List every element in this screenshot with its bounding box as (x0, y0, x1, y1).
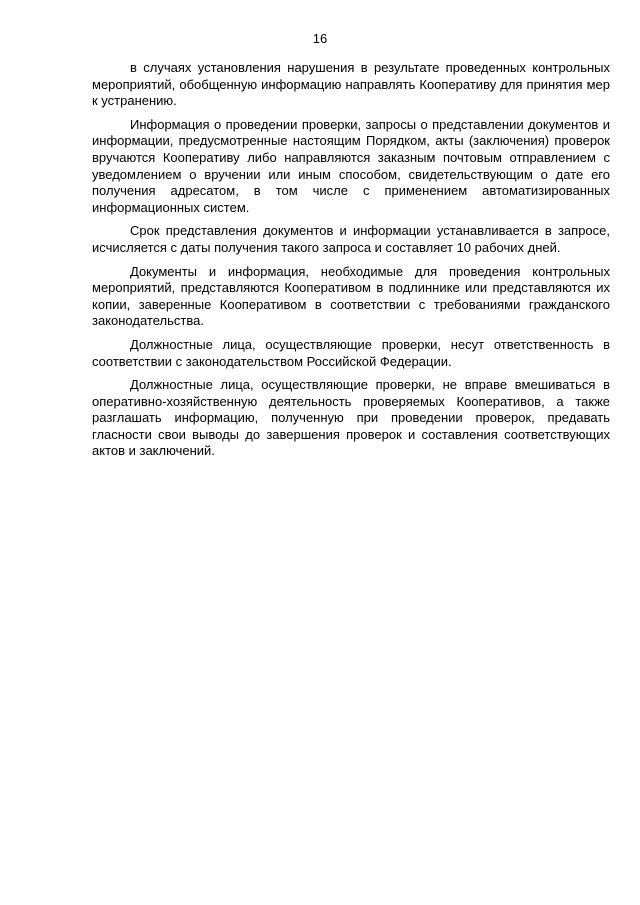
paragraph-1: в случаях установления нарушения в результате проведенных контрольных мероприятий, обобщенную информацию направлять Кооперативу для принятия мер к устранению. (92, 60, 610, 109)
paragraph-6: Должностные лица, осуществляющие проверки, не вправе вмешиваться в оперативно-хозяйственную деятельность проверяемых Кооперативов, а также разглашать информацию, полученную при проведении проверок, предавать гласности свои выводы до завершения проверок и составления соответствующих актов и заключений. (92, 377, 610, 459)
paragraph-2: Информация о проведении проверки, запросы о представлении документов и информации, предусмотренные настоящим Порядком, акты (заключения) проверок вручаются Кооперативу либо направляются заказным почтовым отправлением с уведомлением о вручении или иным способом, свидетельствующим о дате его получения адресатом, в том числе с применением автоматизированных информационных систем. (92, 116, 610, 215)
paragraph-3: Срок представления документов и информации устанавливается в запросе, исчисляется с даты получения такого запроса и составляет 10 рабочих дней. (92, 223, 610, 255)
paragraph-4: Документы и информация, необходимые для проведения контрольных мероприятий, представляются Кооперативом в подлиннике или представляются их копии, заверенные Кооперативом в соответствии с требованиями гражданского законодательства. (92, 263, 610, 329)
paragraph-5: Должностные лица, осуществляющие проверки, несут ответственность в соответствии с законодательством Российской Федерации. (92, 336, 610, 369)
page-number: 16 (312, 31, 328, 46)
document-body (92, 60, 610, 467)
